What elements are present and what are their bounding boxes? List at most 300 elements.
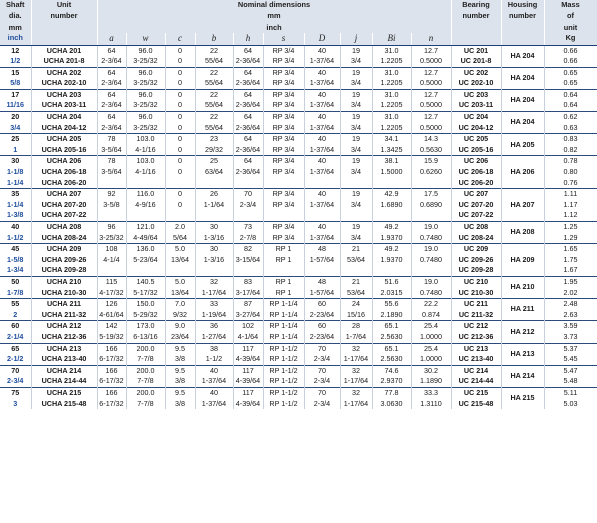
dim-bi-cell: 65.1 <box>372 343 411 354</box>
dim-a-cell: 64 <box>97 45 126 56</box>
dim-a-cell: 166 <box>97 365 126 376</box>
bearing-number-cell: UC 206-20 <box>451 178 501 189</box>
dim-w-cell: 103.0 <box>126 156 165 167</box>
dim-w-cell: 6-13/16 <box>126 332 165 343</box>
col-bi-header: Bi <box>372 33 411 45</box>
dim-s-cell: RP 3/4 <box>263 145 304 156</box>
dim-w-cell <box>126 265 165 276</box>
shaft-mm-cell: 20 <box>0 112 31 123</box>
dim-d-cell: 70 <box>304 343 340 354</box>
dim-h-cell: 117 <box>233 343 263 354</box>
dim-j-cell: 3/4 <box>340 200 372 211</box>
dim-n-cell: 0.7480 <box>411 288 451 299</box>
dim-c-cell <box>165 210 195 221</box>
dim-s-cell: RP 1-1/4 <box>263 299 304 310</box>
dim-h-cell: 4-1/64 <box>233 332 263 343</box>
group-block <box>0 244 597 277</box>
dim-a-cell: 92 <box>97 189 126 200</box>
bearing-number-cell: UC 202 <box>451 67 501 78</box>
dim-w-cell: 121.0 <box>126 222 165 233</box>
dim-n-cell: 25.4 <box>411 321 451 332</box>
bearing-header-2: number <box>451 11 501 22</box>
dim-h-cell: 64 <box>233 112 263 123</box>
dim-j-cell: 1-17/64 <box>340 399 372 410</box>
unit-header-2: number <box>31 11 97 22</box>
unit-number-cell: UCHA 212-36 <box>31 332 97 343</box>
dim-b-cell: 1-27/64 <box>195 332 233 343</box>
dim-j-cell: 19 <box>340 45 372 56</box>
dim-s-cell: RP 3/4 <box>263 78 304 89</box>
dim-c-cell: 9.5 <box>165 343 195 354</box>
group-block <box>0 365 597 387</box>
dim-w-cell: 150.0 <box>126 299 165 310</box>
shaft-inch-cell: 11/16 <box>0 100 31 111</box>
dim-s-cell: RP 1-1/4 <box>263 332 304 343</box>
dim-a-cell: 96 <box>97 222 126 233</box>
dim-h-cell <box>233 265 263 276</box>
dim-a-cell: 64 <box>97 112 126 123</box>
group-block <box>0 189 597 222</box>
unit-number-cell: UCHA 210-30 <box>31 288 97 299</box>
bearing-number-cell: UC 207-20 <box>451 200 501 211</box>
dim-n-cell <box>411 265 451 276</box>
col-s-header: s <box>263 33 304 45</box>
dim-d-cell: 1-37/64 <box>304 200 340 211</box>
unit-number-cell: UCHA 202 <box>31 67 97 78</box>
dim-c-cell: 0 <box>165 123 195 134</box>
housing-number-cell: HA 213 <box>501 343 544 365</box>
shaft-inch-cell: 1/2 <box>0 56 31 67</box>
dim-n-cell: 1.0000 <box>411 354 451 365</box>
dim-d-cell <box>304 178 340 189</box>
dim-b-cell: 1-37/64 <box>195 376 233 387</box>
dim-a-cell: 64 <box>97 67 126 78</box>
dim-w-cell: 3-25/32 <box>126 56 165 67</box>
dim-bi-cell: 1.2205 <box>372 100 411 111</box>
dim-d-cell: 70 <box>304 387 340 398</box>
mass-cell: 1.95 <box>544 276 597 287</box>
dim-s-cell: RP 1 <box>263 276 304 287</box>
shaft-header-1: Shaft <box>0 0 31 11</box>
unit-number-cell: UCHA 203 <box>31 89 97 100</box>
dim-b-cell: 30 <box>195 244 233 255</box>
dim-s-cell: RP 1 <box>263 288 304 299</box>
dim-c-cell: 0 <box>165 134 195 145</box>
dim-j-cell: 21 <box>340 276 372 287</box>
dim-b-cell: 1-1/2 <box>195 354 233 365</box>
unit-number-cell: UCHA 207-20 <box>31 200 97 211</box>
dim-h-cell: 2-36/64 <box>233 78 263 89</box>
bearing-number-cell: UC 201 <box>451 45 501 56</box>
group-block <box>0 222 597 244</box>
unit-header-1: Unit <box>31 0 97 11</box>
dim-c-cell: 0 <box>165 112 195 123</box>
dim-d-cell: 48 <box>304 244 340 255</box>
dim-b-cell: 32 <box>195 276 233 287</box>
dim-j-cell: 19 <box>340 222 372 233</box>
dim-n-cell: 30.2 <box>411 365 451 376</box>
dim-w-cell: 116.0 <box>126 189 165 200</box>
dim-h-cell: 2-7/8 <box>233 233 263 244</box>
housing-number-cell: HA 210 <box>501 276 544 298</box>
dim-bi-cell: 1.2205 <box>372 56 411 67</box>
mass-cell: 0.65 <box>544 78 597 89</box>
mass-header-1: Mass <box>544 0 597 11</box>
mass-header-4: Kg <box>544 33 597 45</box>
dim-d-cell: 2-3/4 <box>304 399 340 410</box>
dim-h-cell: 64 <box>233 45 263 56</box>
unit-number-cell: UCHA 207-22 <box>31 210 97 221</box>
dim-bi-cell: 42.9 <box>372 189 411 200</box>
dim-c-cell: 0 <box>165 145 195 156</box>
dim-a-cell: 166 <box>97 387 126 398</box>
housing-number-cell: HA 207 <box>501 189 544 222</box>
mass-header-2: of <box>544 11 597 22</box>
unit-number-cell: UCHA 213-40 <box>31 354 97 365</box>
dim-c-cell: 9.0 <box>165 321 195 332</box>
mass-cell: 1.65 <box>544 244 597 255</box>
bearing-number-cell: UC 212 <box>451 321 501 332</box>
dim-s-cell: RP 1-1/2 <box>263 343 304 354</box>
table-row <box>0 365 597 376</box>
dim-s-cell: RP 3/4 <box>263 189 304 200</box>
bearing-number-cell: UC 210 <box>451 276 501 287</box>
mass-cell: 1.29 <box>544 233 597 244</box>
bearing-number-cell: UC 208 <box>451 222 501 233</box>
mass-cell: 0.64 <box>544 89 597 100</box>
dim-bi-cell <box>372 178 411 189</box>
dim-n-cell: 0.5000 <box>411 123 451 134</box>
dim-j-cell: 19 <box>340 89 372 100</box>
shaft-header-2: dia. <box>0 11 31 22</box>
dim-d-cell: 1-57/64 <box>304 255 340 266</box>
shaft-header-3: mm <box>0 22 31 33</box>
table-row <box>0 134 597 145</box>
housing-number-cell: HA 215 <box>501 387 544 409</box>
dim-bi-cell: 1.2205 <box>372 78 411 89</box>
bearing-number-cell: UC 209-28 <box>451 265 501 276</box>
dim-n-cell: 33.3 <box>411 387 451 398</box>
shaft-mm-cell: 55 <box>0 299 31 310</box>
dim-a-cell: 4-1/4 <box>97 255 126 266</box>
dim-w-cell: 200.0 <box>126 365 165 376</box>
dim-h-cell: 3-15/64 <box>233 255 263 266</box>
mass-cell: 0.65 <box>544 67 597 78</box>
dim-j-cell: 3/4 <box>340 100 372 111</box>
dim-bi-cell: 55.6 <box>372 299 411 310</box>
dim-bi-cell: 2.9370 <box>372 376 411 387</box>
dim-w-cell: 96.0 <box>126 89 165 100</box>
mass-cell: 3.59 <box>544 321 597 332</box>
bearing-number-cell: UC 211-32 <box>451 310 501 321</box>
dim-d-cell: 40 <box>304 156 340 167</box>
dim-h-cell: 64 <box>233 89 263 100</box>
dim-a-cell: 78 <box>97 134 126 145</box>
dim-c-cell: 13/64 <box>165 288 195 299</box>
dim-bi-cell: 3.0630 <box>372 399 411 410</box>
dim-b-cell: 1-37/64 <box>195 399 233 410</box>
dim-w-cell: 96.0 <box>126 45 165 56</box>
dim-bi-cell <box>372 210 411 221</box>
unit-number-cell: UCHA 201 <box>31 45 97 56</box>
bearing-number-cell: UC 206 <box>451 156 501 167</box>
dim-s-cell: RP 1-1/2 <box>263 365 304 376</box>
dim-h-cell: 102 <box>233 321 263 332</box>
table-row <box>0 222 597 233</box>
dim-h-cell: 64 <box>233 67 263 78</box>
bearing-number-cell: UC 209-26 <box>451 255 501 266</box>
dim-d-cell: 40 <box>304 222 340 233</box>
table-row <box>0 112 597 123</box>
dim-c-cell: 0 <box>165 200 195 211</box>
dim-h-cell: 117 <box>233 387 263 398</box>
dim-w-cell: 7-7/8 <box>126 399 165 410</box>
dim-s-cell: RP 3/4 <box>263 100 304 111</box>
bearing-number-cell: UC 203-11 <box>451 100 501 111</box>
dim-b-cell: 55/64 <box>195 56 233 67</box>
dim-bi-cell: 2.5630 <box>372 354 411 365</box>
dim-n-cell: 17.5 <box>411 189 451 200</box>
dim-j-cell <box>340 178 372 189</box>
dim-c-cell: 7.0 <box>165 299 195 310</box>
bearing-number-cell: UC 215 <box>451 387 501 398</box>
shaft-mm-cell: 50 <box>0 276 31 287</box>
dim-a-cell: 4-61/64 <box>97 310 126 321</box>
dim-c-cell: 9.5 <box>165 387 195 398</box>
dim-d-cell: 2-3/4 <box>304 354 340 365</box>
dim-d-cell: 1-37/64 <box>304 100 340 111</box>
mass-cell: 1.25 <box>544 222 597 233</box>
dim-h-cell: 2-36/64 <box>233 100 263 111</box>
dim-b-cell: 1-1/64 <box>195 200 233 211</box>
dim-bi-cell: 2.5630 <box>372 332 411 343</box>
mass-cell: 1.11 <box>544 189 597 200</box>
dim-d-cell <box>304 265 340 276</box>
mass-cell: 3.73 <box>544 332 597 343</box>
shaft-inch-cell: 1-7/8 <box>0 288 31 299</box>
dim-h-cell: 4-39/64 <box>233 354 263 365</box>
unit-number-cell: UCHA 206-18 <box>31 167 97 178</box>
group-block <box>0 276 597 298</box>
group-block <box>0 321 597 343</box>
dim-w-cell: 5-29/32 <box>126 310 165 321</box>
mass-cell: 5.11 <box>544 387 597 398</box>
dim-d-cell: 40 <box>304 112 340 123</box>
dim-b-cell: 1-17/64 <box>195 288 233 299</box>
dim-d-cell: 40 <box>304 67 340 78</box>
shaft-inch-cell: 3 <box>0 399 31 410</box>
unit-number-cell: UCHA 204-12 <box>31 123 97 134</box>
dim-bi-cell: 1.2205 <box>372 123 411 134</box>
dim-d-cell: 40 <box>304 45 340 56</box>
dim-d-cell: 1-37/64 <box>304 233 340 244</box>
dim-w-cell: 4-1/16 <box>126 167 165 178</box>
dim-bi-cell: 1.9370 <box>372 233 411 244</box>
dim-n-cell: 12.7 <box>411 45 451 56</box>
dim-bi-cell: 65.1 <box>372 321 411 332</box>
dim-a-cell: 3-5/64 <box>97 167 126 178</box>
dim-c-cell: 9.5 <box>165 365 195 376</box>
dim-h-cell: 2-36/64 <box>233 123 263 134</box>
dim-w-cell: 103.0 <box>126 134 165 145</box>
dim-bi-cell: 74.6 <box>372 365 411 376</box>
table-row <box>0 343 597 354</box>
dim-j-cell: 19 <box>340 67 372 78</box>
dim-d-cell: 1-37/64 <box>304 78 340 89</box>
dim-h-cell: 73 <box>233 222 263 233</box>
mass-cell: 0.82 <box>544 145 597 156</box>
dim-bi-cell: 77.8 <box>372 387 411 398</box>
shaft-inch-cell: 2-1/2 <box>0 354 31 365</box>
dim-b-cell: 1-3/16 <box>195 233 233 244</box>
dim-bi-cell: 2.1890 <box>372 310 411 321</box>
dim-a-cell <box>97 210 126 221</box>
bearing-number-cell: UC 201-8 <box>451 56 501 67</box>
mass-header-3: unit <box>544 22 597 33</box>
dim-h-cell: 4-39/64 <box>233 376 263 387</box>
dim-n-cell: 0.7480 <box>411 233 451 244</box>
dim-a-cell: 2-3/64 <box>97 100 126 111</box>
dim-h-cell: 87 <box>233 299 263 310</box>
table-row <box>0 321 597 332</box>
dim-w-cell <box>126 178 165 189</box>
dim-bi-cell: 1.9370 <box>372 255 411 266</box>
dim-c-cell: 23/64 <box>165 332 195 343</box>
dim-b-cell: 36 <box>195 321 233 332</box>
bearing-number-cell: UC 212-36 <box>451 332 501 343</box>
shaft-mm-cell: 25 <box>0 134 31 145</box>
dim-c-cell: 3/8 <box>165 354 195 365</box>
dim-a-cell: 3-25/32 <box>97 233 126 244</box>
dim-c-cell <box>165 265 195 276</box>
shaft-mm-cell: 60 <box>0 321 31 332</box>
dim-n-cell: 0.5000 <box>411 100 451 111</box>
table-row <box>0 189 597 200</box>
dim-d-cell: 1-37/64 <box>304 123 340 134</box>
mass-cell: 5.45 <box>544 354 597 365</box>
group-block <box>0 156 597 189</box>
mass-cell: 0.83 <box>544 134 597 145</box>
housing-number-cell: HA 208 <box>501 222 544 244</box>
dim-d-cell: 2-3/4 <box>304 376 340 387</box>
mass-cell: 5.37 <box>544 343 597 354</box>
mass-cell: 5.48 <box>544 376 597 387</box>
shaft-inch-cell: 1 <box>0 145 31 156</box>
group-block <box>0 343 597 365</box>
mass-cell: 2.63 <box>544 310 597 321</box>
dim-a-cell: 115 <box>97 276 126 287</box>
table-row <box>0 276 597 287</box>
dim-d-cell: 1-57/64 <box>304 288 340 299</box>
housing-number-cell: HA 204 <box>501 45 544 67</box>
dim-d-cell: 48 <box>304 276 340 287</box>
unit-number-cell: UCHA 208-24 <box>31 233 97 244</box>
dim-n-cell: 1.0000 <box>411 332 451 343</box>
dim-j-cell: 3/4 <box>340 167 372 178</box>
dim-w-cell: 4-1/16 <box>126 145 165 156</box>
unit-number-cell: UCHA 206-20 <box>31 178 97 189</box>
dim-a-cell <box>97 265 126 276</box>
table-row <box>0 156 597 167</box>
dim-a-cell: 2-3/64 <box>97 123 126 134</box>
unit-number-cell: UCHA 212 <box>31 321 97 332</box>
dim-d-cell: 2-23/64 <box>304 310 340 321</box>
mass-cell: 5.03 <box>544 399 597 410</box>
unit-number-cell: UCHA 213 <box>31 343 97 354</box>
table-row <box>0 45 597 56</box>
mass-cell: 5.47 <box>544 365 597 376</box>
dim-s-cell: RP 3/4 <box>263 45 304 56</box>
dim-h-cell: 3-27/64 <box>233 310 263 321</box>
dim-w-cell: 4-49/64 <box>126 233 165 244</box>
dim-h-cell: 117 <box>233 365 263 376</box>
shaft-mm-cell: 75 <box>0 387 31 398</box>
dim-n-cell: 1.3110 <box>411 399 451 410</box>
dim-n-cell: 12.7 <box>411 112 451 123</box>
mass-cell: 2.48 <box>544 299 597 310</box>
unit-number-cell: UCHA 205-16 <box>31 145 97 156</box>
mass-cell: 0.64 <box>544 100 597 111</box>
dim-bi-cell: 34.1 <box>372 134 411 145</box>
dim-w-cell: 136.0 <box>126 244 165 255</box>
dim-b-cell: 38 <box>195 343 233 354</box>
dim-bi-cell <box>372 265 411 276</box>
dim-n-cell <box>411 178 451 189</box>
mass-cell: 0.78 <box>544 156 597 167</box>
dim-d-cell: 40 <box>304 134 340 145</box>
dim-b-cell: 1-19/64 <box>195 310 233 321</box>
dim-j-cell: 28 <box>340 321 372 332</box>
dim-c-cell: 0 <box>165 56 195 67</box>
dim-a-cell: 3-5/8 <box>97 200 126 211</box>
dim-c-cell: 0 <box>165 89 195 100</box>
unit-number-cell: UCHA 215 <box>31 387 97 398</box>
bearing-number-cell: UC 203 <box>451 89 501 100</box>
unit-number-cell: UCHA 201-8 <box>31 56 97 67</box>
housing-number-cell: HA 211 <box>501 299 544 321</box>
nominal-inch-header: inch <box>97 22 451 33</box>
dim-j-cell: 15/16 <box>340 310 372 321</box>
dim-a-cell: 126 <box>97 299 126 310</box>
dim-a-cell: 2-3/64 <box>97 56 126 67</box>
dim-a-cell: 3-5/64 <box>97 145 126 156</box>
dim-s-cell: RP 3/4 <box>263 123 304 134</box>
dim-b-cell: 55/64 <box>195 123 233 134</box>
dim-n-cell: 22.2 <box>411 299 451 310</box>
dim-c-cell: 5.0 <box>165 244 195 255</box>
dim-c-cell: 3/8 <box>165 399 195 410</box>
dim-n-cell: 14.3 <box>411 134 451 145</box>
dim-b-cell: 40 <box>195 365 233 376</box>
shaft-inch-cell: 1-3/8 <box>0 210 31 221</box>
shaft-inch-cell: 2-3/4 <box>0 376 31 387</box>
dim-d-cell <box>304 210 340 221</box>
mass-cell: 1.67 <box>544 265 597 276</box>
dim-bi-cell: 31.0 <box>372 112 411 123</box>
dim-a-cell: 166 <box>97 343 126 354</box>
group-block <box>0 387 597 409</box>
housing-number-cell: HA 209 <box>501 244 544 277</box>
dim-bi-cell: 49.2 <box>372 222 411 233</box>
dim-j-cell <box>340 210 372 221</box>
bearing-number-cell: UC 205-16 <box>451 145 501 156</box>
dim-w-cell: 140.5 <box>126 276 165 287</box>
dim-b-cell: 22 <box>195 45 233 56</box>
dim-w-cell: 4-9/16 <box>126 200 165 211</box>
dim-w-cell: 200.0 <box>126 387 165 398</box>
dim-w-cell: 96.0 <box>126 67 165 78</box>
dim-b-cell: 30 <box>195 222 233 233</box>
